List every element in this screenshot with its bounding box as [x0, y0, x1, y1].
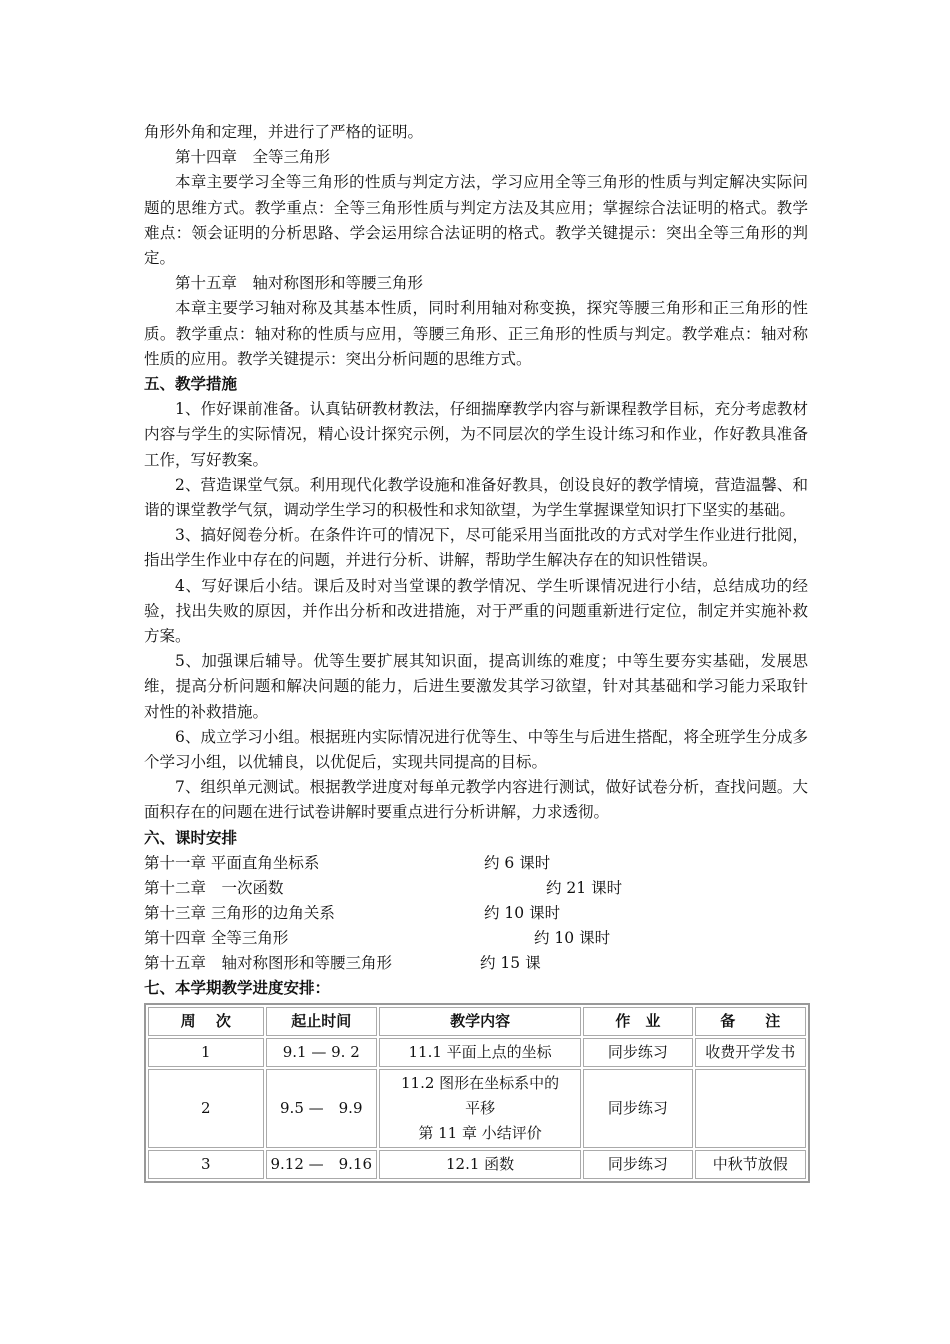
cell-homework: 同步练习 [583, 1150, 692, 1179]
schedule-row [144, 901, 808, 926]
content-line: 第 11 章 小结评价 [418, 1124, 542, 1143]
content-line: 11.2 图形在坐标系中的 [400, 1074, 560, 1093]
cell-content: 12.1 函数 [379, 1150, 581, 1179]
cell-note [695, 1069, 806, 1148]
measure-item: 6、成立学习小组。根据班内实际情况进行优等生、中等生与后进生搭配，将全班学生分成多个学习小组，以优辅良，以优促后，实现共同提高的目标。 [144, 727, 808, 772]
header-content: 教学内容 [379, 1007, 581, 1036]
schedule-hours: 约 21 课时 [546, 878, 623, 897]
table-header-row [148, 1007, 806, 1036]
table-row [148, 1150, 806, 1179]
cell-dates: 9.1 — 9. 2 [266, 1038, 377, 1067]
content-line: 平移 [465, 1099, 496, 1118]
measure-item: 7、组织单元测试。根据教学进度对每单元教学内容进行测试，做好试卷分析，查找问题。大面积存在的问题在进行试卷讲解时要重点进行分析讲解，力求透彻。 [144, 778, 808, 822]
document-page [144, 120, 808, 1183]
schedule-chapter: 第十二章 一次函数 [144, 878, 284, 897]
cell-note: 收费开学发书 [695, 1038, 806, 1067]
cell-homework: 同步练习 [583, 1069, 692, 1148]
schedule-row [144, 851, 808, 876]
measure-item: 2、营造课堂气氛。利用现代化教学设施和准备好教具，创设良好的教学情境，营造温馨、和谐的课堂教学气氛，调动学生学习的积极性和求知欲望，为学生掌握课堂知识打下坚实的基础。 [144, 475, 808, 520]
measure-item: 4、写好课后小结。课后及时对当堂课的教学情况、学生听课情况进行小结，总结成功的经验，找出失败的原因，并作出分析和改进措施，对于严重的问题重新进行定位，制定并实施补救方案。 [144, 576, 808, 646]
table-row [148, 1038, 806, 1067]
schedule-chapter: 第十四章 全等三角形 [144, 928, 289, 947]
intro-tail: 角形外角和定理，并进行了严格的证明。 [144, 123, 424, 141]
schedule-hours: 约 15 课 [480, 953, 541, 972]
header-week: 周 次 [148, 1007, 264, 1036]
measure-item: 3、搞好阅卷分析。在条件许可的情况下，尽可能采用当面批改的方式对学生作业进行批阅，指出学生作业中存在的问题，并进行分析、讲解，帮助学生解决存在的知识性错误。 [144, 526, 808, 570]
schedule-chapter: 第十五章 轴对称图形和等腰三角形 [144, 953, 393, 972]
cell-week: 1 [148, 1038, 264, 1067]
schedule-chapter: 第十三章 三角形的边角关系 [144, 903, 335, 922]
section5-heading: 五、教学措施 [144, 375, 238, 394]
chapter14-body: 本章主要学习全等三角形的性质与判定方法，学习应用全等三角形的性质与判定解决实际问题的思维方式。教学重点：全等三角形性质与判定方法及其应用；掌握综合法证明的格式。教学难点：领会证明的分析思路、学会运用综合法证明的格式。教学关键提示：突出全等三角形的判定。 [144, 173, 808, 268]
cell-note: 中秋节放假 [695, 1150, 806, 1179]
header-note: 备 注 [695, 1007, 806, 1036]
cell-content: 11.1 平面上点的坐标 [379, 1038, 581, 1067]
measure-item: 1、作好课前准备。认真钻研教材教法，仔细揣摩教学内容与新课程教学目标，充分考虑教材内容与学生的实际情况，精心设计探究示例，为不同层次的学生设计练习和作业，作好教具准备工作，写好教案。 [144, 400, 808, 469]
section6-heading: 六、课时安排 [144, 828, 238, 847]
schedule-row [144, 951, 808, 976]
cell-dates: 9.5 — 9.9 [266, 1069, 377, 1148]
schedule-row [144, 876, 808, 901]
cell-homework: 同步练习 [583, 1038, 692, 1067]
measure-item: 5、加强课后辅导。优等生要扩展其知识面，提高训练的难度；中等生要夯实基础，发展思维，提高分析问题和解决问题的能力，后进生要激发其学习欲望，针对其基础和学习能力采取针对性的补救措施。 [144, 652, 808, 721]
cell-week: 2 [148, 1069, 264, 1148]
progress-table [144, 1003, 810, 1183]
schedule-hours: 约 10 课时 [534, 928, 611, 947]
chapter15-title: 第十五章 轴对称图形和等腰三角形 [175, 274, 424, 293]
header-dates: 起止时间 [266, 1007, 377, 1036]
schedule-chapter: 第十一章 平面直角坐标系 [144, 853, 320, 872]
chapter15-body: 本章主要学习轴对称及其基本性质，同时利用轴对称变换，探究等腰三角形和正三角形的性质。教学重点：轴对称的性质与应用，等腰三角形、正三角形的性质与判定。教学难点：轴对称性质的应用。教学关键提示：突出分析问题的思维方式。 [144, 299, 808, 368]
chapter14-title: 第十四章 全等三角形 [175, 148, 331, 167]
cell-dates: 9.12 — 9.16 [266, 1150, 377, 1179]
table-row [148, 1069, 806, 1148]
schedule-hours: 约 6 课时 [484, 853, 551, 872]
section7-heading: 七、本学期教学进度安排： [144, 978, 331, 997]
schedule-row [144, 926, 808, 951]
cell-week: 3 [148, 1150, 264, 1179]
header-homework: 作 业 [583, 1007, 692, 1036]
schedule-hours: 约 10 课时 [484, 903, 561, 922]
cell-content [379, 1069, 581, 1148]
